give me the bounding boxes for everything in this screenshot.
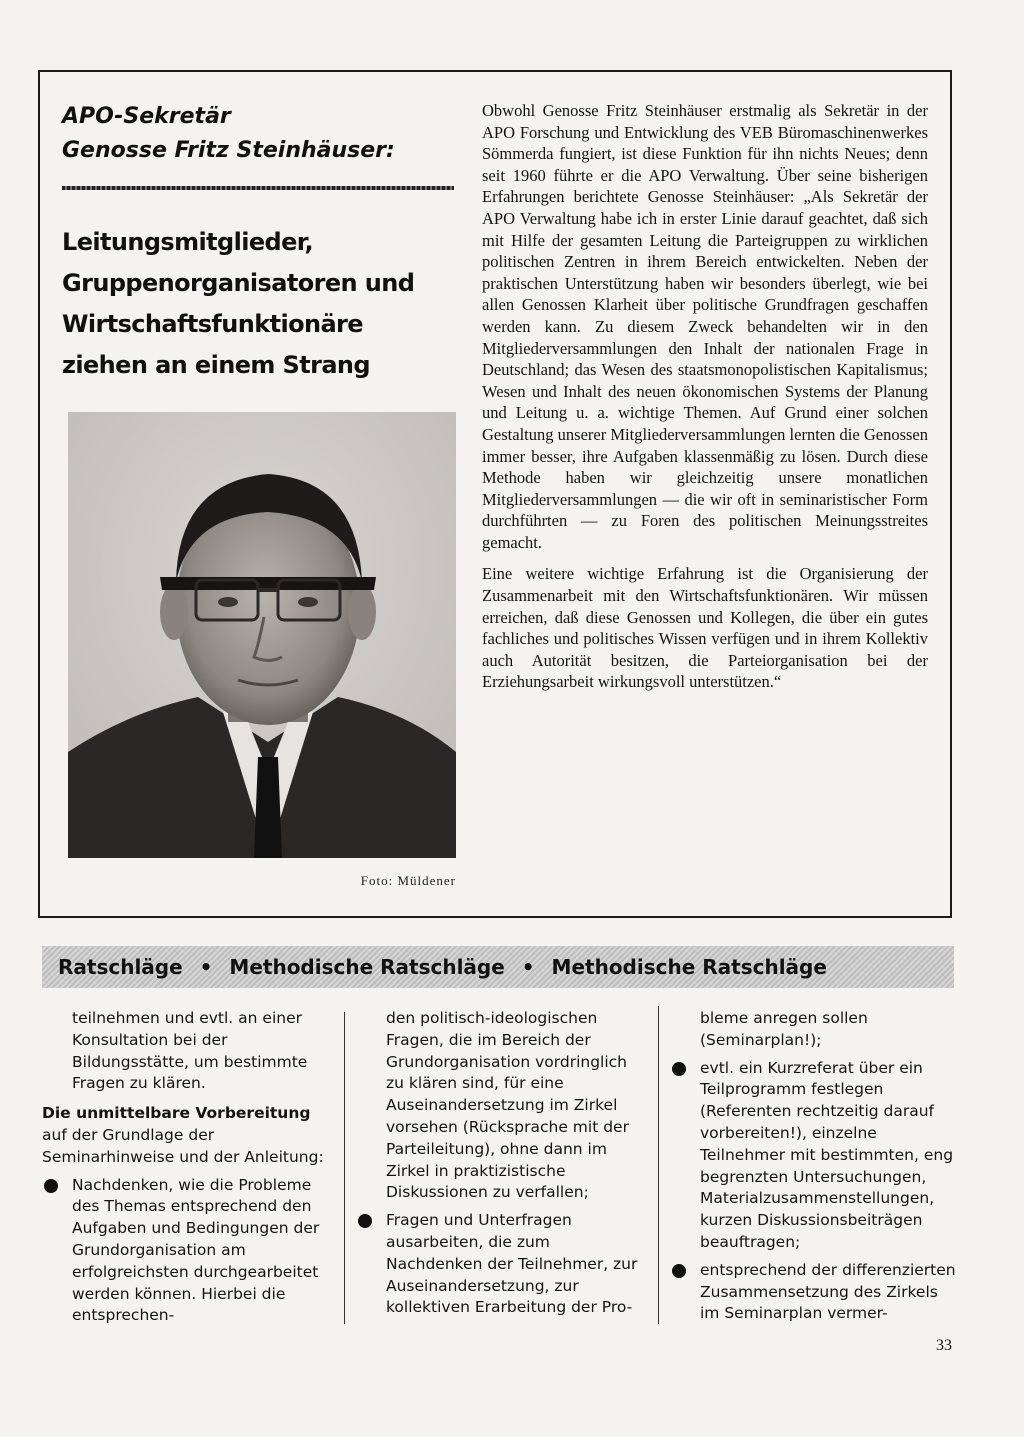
col2-intro: den politisch-ideologischen Fragen, die im Bereich der Grundorganisation vordringlich zu klären sind, für eine Auseinandersetzung im Zirkel vorsehen (Rücksprache mit der Parteileitung), ohne dann im Zirkel in praktizistische Diskussionen zu verfallen;	[386, 1009, 629, 1202]
headline-line-4: ziehen an einem Strang	[62, 351, 370, 379]
section-banner	[42, 946, 954, 988]
banner-item-3: Methodische Ratschläge	[551, 955, 827, 979]
headline-line-1: Leitungsmitglieder,	[62, 228, 314, 256]
page-number: 33	[936, 1337, 952, 1354]
banner-item-2: Methodische Ratschläge	[229, 955, 505, 979]
banner-separator: •	[521, 955, 535, 979]
kicker-line-1: APO-Sekretär	[62, 104, 231, 129]
col2-bullet: Fragen und Unterfragen ausarbeiten, die zum Nachdenken der Teilnehmer, zur Auseinandersetzung, zur kollektiven Erarbeitung der Pro-	[356, 1210, 646, 1319]
text-column-1	[42, 1008, 332, 1327]
text-column-3	[670, 1008, 960, 1325]
column-divider	[658, 1006, 659, 1324]
col1-bullet: Nachdenken, wie die Probleme des Themas entsprechend den Aufgaben und Bedingungen der Grundorganisation am erfolgreichsten durchgearbeitet werden können. Hierbei die entsprechen-	[42, 1175, 332, 1328]
banner-item-1: Ratschläge	[58, 955, 183, 979]
text-column-2	[356, 1008, 646, 1319]
portrait-photo	[68, 412, 456, 858]
title-divider	[62, 186, 454, 190]
article-paragraph-1: Obwohl Genosse Fritz Steinhäuser erstmalig als Sekretär in der APO Forschung und Entwicklung des VEB Büromaschinenwerkes Sömmerda fungiert, ist diese Funktion für ihn nichts Neues; denn seit 1960 führte er die APO Verwaltung. Über seine bisherigen Erfahrungen berichtete Genosse Steinhäuser: „Als Sekretär der APO Verwaltung habe ich in erster Linie darauf geachtet, daß sich mit Hilfe der gesamten Leitung die Parteigruppen zu wirklichen politischen Zentren in ihrem Bereich entwickelten. Neben der praktischen Unterstützung haben wir besonders überlegt, wie bei allen Genossen Klarheit über politische Grundfragen geschaffen werden kann. Zu diesem Zweck behandelten wir in den Mitgliederversammlungen den Inhalt der nationalen Frage in Deutschland; das Wesen des staatsmonopolistischen Kapitalismus; Wesen und Inhalt des neuen ökonomischen Systems der Planung und Leitung u. a. wichtige Themen. Auf Grund einer solchen Gestaltung unserer Mitgliederversammlungen lernten die Genossen immer besser, ihre Aufgaben klassenmäßig zu lösen. Durch diese Methode haben wir gleichzeitig unsere monatlichen Mitgliederversammlungen — die wir oft in seminaristischer Form durchführten — zu Foren des politischen Meinungsstreites gemacht.	[482, 101, 928, 552]
column-divider	[344, 1012, 345, 1324]
article-body	[482, 100, 928, 693]
photo-credit: Foto: Müldener	[360, 873, 456, 888]
col3-intro: bleme anregen sollen (Seminarplan!);	[700, 1009, 868, 1049]
banner-separator: •	[199, 955, 213, 979]
col3-bullet-1: evtl. ein Kurzreferat über ein Teilprogramm festlegen (Referenten rechtzeitig darauf vorbereiten!), einzelne Teilnehmer mit bestimmten, eng begrenzten Untersuchungen, Materialzusammenstellungen, kurzen Diskussionsbeiträgen beauftragen;	[670, 1058, 960, 1254]
headline-line-3: Wirtschaftsfunktionäre	[62, 310, 363, 338]
article-kicker	[62, 100, 462, 168]
col1-lead: auf der Grundlage der Seminarhinweise und der Anleitung:	[42, 1125, 324, 1166]
col1-intro: teilnehmen und evtl. an einer Konsultation bei der Bildungsstätte, um bestimmte Fragen zu klären.	[72, 1009, 308, 1093]
article-headline	[62, 222, 462, 386]
kicker-line-2: Genosse Fritz Steinhäuser:	[62, 138, 395, 163]
article-paragraph-2: Eine weitere wichtige Erfahrung ist die Organisierung der Zusammenarbeit mit den Wirtschaftsfunktionären. Wir müssen erreichen, daß diese Genossen und Kollegen, die über ein gutes fachliches und politisches Wissen verfügen und in ihrem Kollektiv auch Autorität besitzen, die Parteiorganisation bei der Erziehungsarbeit wirkungsvoll unterstützen.“	[482, 564, 928, 692]
col1-subheading: Die unmittelbare Vorbereitung	[42, 1104, 311, 1123]
col3-bullet-2: entsprechend der differenzierten Zusammensetzung des Zirkels im Seminarplan vermer-	[670, 1260, 960, 1325]
headline-line-2: Gruppenorganisatoren und	[62, 269, 415, 297]
